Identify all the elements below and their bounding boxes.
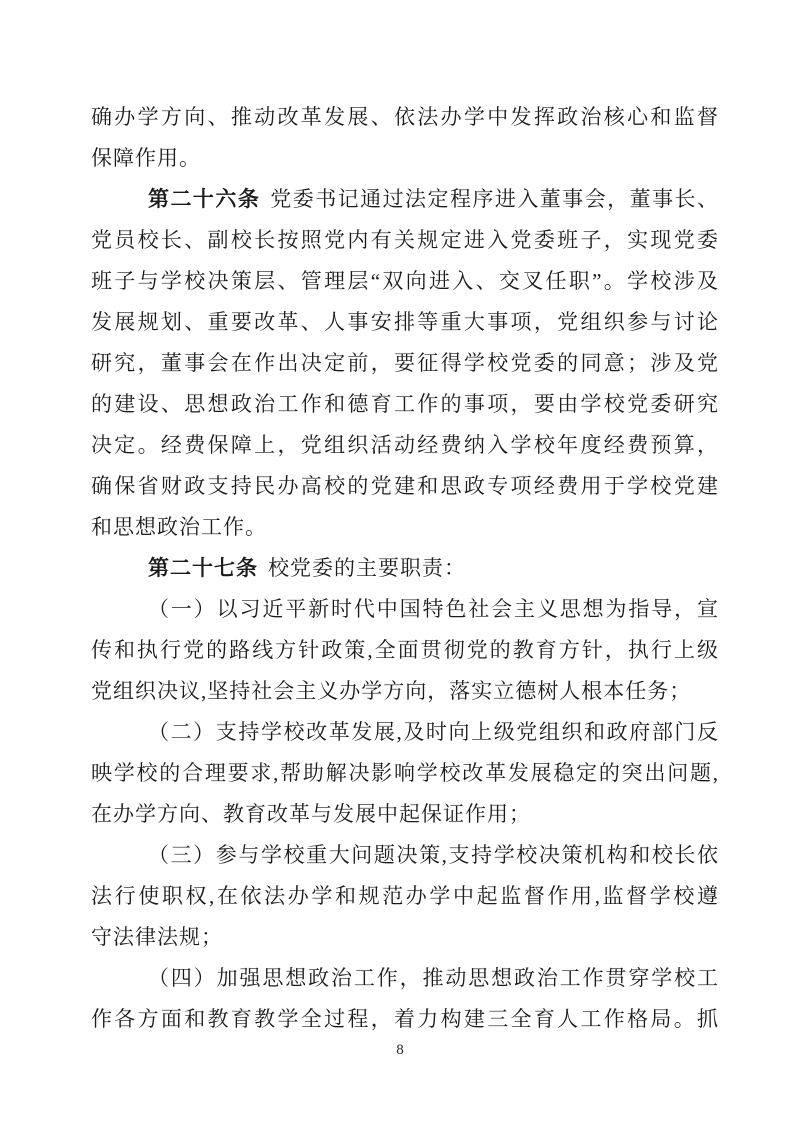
- line-text: 的建设、思想政治工作和德育工作的事项，要由学校党委研究: [91, 392, 719, 416]
- line-text: 党组织决议,坚持社会主义办学方向，落实立德树人根本任务；: [91, 679, 692, 703]
- article-number: 第二十七条: [148, 556, 258, 580]
- line-text: 和思想政治工作。: [91, 515, 267, 539]
- line-text: 法行使职权,在依法办学和规范办学中起监督作用,监督学校遵: [91, 884, 719, 908]
- text-line: [91, 753, 719, 794]
- line-text: 发展规划、重要改革、人事安排等重大事项，党组织参与讨论: [91, 310, 719, 334]
- text-line: [91, 917, 719, 958]
- line-text: （四）加强思想政治工作，推动思想政治工作贯穿学校工: [148, 966, 719, 990]
- line-text: （二）支持学校改革发展,及时向上级党组织和政府部门反: [148, 720, 719, 744]
- line-text: 确办学方向、推动改革发展、依法办学中发挥政治核心和监督: [91, 105, 719, 129]
- line-text: 保障作用。: [91, 146, 201, 170]
- text-line: [91, 507, 719, 548]
- text-line: [91, 835, 719, 876]
- text-line: [91, 466, 719, 507]
- line-text: 映学校的合理要求,帮助解决影响学校改革发展稳定的突出问题,: [91, 761, 719, 785]
- line-text: 在办学方向、教育改革与发展中起保证作用；: [91, 802, 531, 826]
- line-text: （三）参与学校重大问题决策,支持学校决策机构和校长依: [148, 843, 719, 867]
- text-line: [91, 548, 719, 589]
- line-text: 作各方面和教育教学全过程，着力构建三全育人工作格局。抓: [91, 1007, 719, 1031]
- line-text: 守法律法规；: [91, 925, 223, 949]
- line-text: 党委书记通过法定程序进入董事会，董事长、: [270, 187, 719, 211]
- text-line: [91, 794, 719, 835]
- text-line: [91, 999, 719, 1040]
- text-line: [91, 425, 719, 466]
- text-line: [91, 712, 719, 753]
- line-text: 传和执行党的路线方针政策,全面贯彻党的教育方针，执行上级: [91, 638, 719, 662]
- text-line: [91, 138, 719, 179]
- text-line: [91, 876, 719, 917]
- text-line: [91, 589, 719, 630]
- line-text: 校党委的主要职责：: [268, 556, 466, 580]
- line-text: 确保省财政支持民办高校的党建和思政专项经费用于学校党建: [91, 474, 719, 498]
- text-line: [91, 220, 719, 261]
- line-text: 研究，董事会在作出决定前，要征得学校党委的同意；涉及党: [91, 351, 719, 375]
- text-line: [91, 343, 719, 384]
- text-line: [91, 302, 719, 343]
- text-line: [91, 261, 719, 302]
- text-line: [91, 384, 719, 425]
- line-text: （一）以习近平新时代中国特色社会主义思想为指导，宣: [148, 597, 719, 621]
- text-line: [91, 179, 719, 220]
- text-line: [91, 97, 719, 138]
- line-text: 决定。经费保障上，党组织活动经费纳入学校年度经费预算，: [91, 433, 719, 457]
- text-line: [91, 630, 719, 671]
- text-line: [91, 671, 719, 712]
- line-text: 班子与学校决策层、管理层“双向进入、交叉任职”。学校涉及: [91, 269, 719, 293]
- article-number: 第二十六条: [148, 187, 261, 211]
- document-body: [91, 97, 719, 1040]
- text-line: [91, 958, 719, 999]
- page-number: 8: [396, 1042, 404, 1058]
- line-text: 党员校长、副校长按照党内有关规定进入党委班子，实现党委: [91, 228, 719, 252]
